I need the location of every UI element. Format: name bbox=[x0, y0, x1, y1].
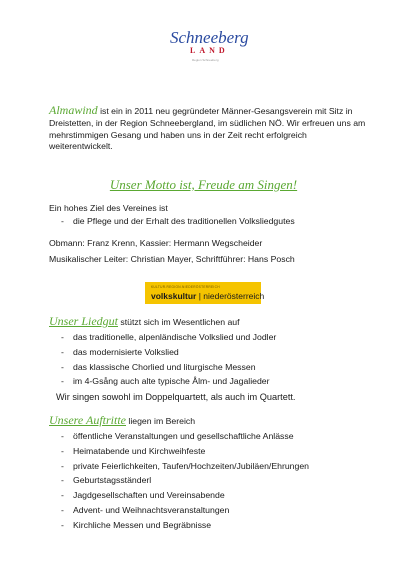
auftritte-list bbox=[49, 429, 309, 533]
banner-bold: volkskultur bbox=[151, 291, 197, 301]
list-item: - das modernisierte Volkslied bbox=[49, 345, 276, 360]
liedgut-heading bbox=[49, 314, 240, 329]
liedgut-text: stützt sich im Wesentlichen auf bbox=[118, 317, 240, 327]
logo-tagline: Region Schneeberg bbox=[192, 58, 219, 62]
officers-line-1: Obmann: Franz Krenn, Kassier: Hermann Wegscheider bbox=[49, 238, 263, 248]
list-item: - das traditionelle, alpenländische Volkslied und Jodler bbox=[49, 330, 276, 345]
liedgut-lead: Unser Liedgut bbox=[49, 314, 118, 328]
intro-paragraph bbox=[49, 105, 369, 153]
list-item: - Jagdgesellschaften und Vereinsabende bbox=[49, 488, 309, 503]
officers-line-2: Musikalischer Leiter: Christian Mayer, Schriftführer: Hans Posch bbox=[49, 254, 295, 264]
list-item: - öffentliche Veranstaltungen und gesellschaftliche Anlässe bbox=[49, 429, 309, 444]
banner-small-text: KULTUR.REGION.NIEDERÖSTERREICH bbox=[151, 285, 220, 289]
auftritte-heading bbox=[49, 413, 195, 428]
goal-list bbox=[49, 214, 295, 229]
banner-main-text bbox=[151, 291, 264, 301]
list-item: - das klassische Chorlied und liturgische Messen bbox=[49, 360, 276, 375]
banner-rest: | niederösterreich bbox=[196, 291, 265, 301]
list-item: - Kirchliche Messen und Begräbnisse bbox=[49, 518, 309, 533]
liedgut-list bbox=[49, 330, 276, 389]
intro-text: ist ein in 2011 neu gegründeter Männer-Gesangsverein mit Sitz in Dreistetten, in der Region Schneebergland, im südlichen NÖ. Wir erfreuen uns am mehrstimmigen Gesang und haben uns in der Zeit recht erfolgreich weiterentwickelt. bbox=[49, 106, 366, 152]
logo-wordmark: Schneeberg bbox=[170, 28, 249, 47]
list-item: - Heimatabende und Kirchweihfeste bbox=[49, 444, 309, 459]
goal-heading: Ein hohes Ziel des Vereines ist bbox=[49, 203, 168, 213]
list-item: - im 4-Gsång auch alte typische Ålm- und Jagalieder bbox=[49, 374, 276, 389]
singing-note: Wir singen sowohl im Doppelquartett, als auch im Quartett. bbox=[56, 392, 296, 402]
motto-heading: Unser Motto ist, Freude am Singen! bbox=[109, 177, 298, 192]
list-item: - die Pflege und der Erhalt des traditionellen Volksliedgutes bbox=[49, 214, 295, 229]
logo-subword: LAND bbox=[190, 46, 229, 55]
list-item: - private Feierlichkeiten, Taufen/Hochzeiten/Jubiläen/Ehrungen bbox=[49, 459, 309, 474]
intro-lead: Almawind bbox=[49, 103, 98, 117]
list-item: - Advent- und Weihnachtsveranstaltungen bbox=[49, 503, 309, 518]
auftritte-lead: Unsere Auftritte bbox=[49, 413, 126, 427]
list-item: - Geburtstagsständerl bbox=[49, 473, 309, 488]
schneebergland-logo bbox=[170, 28, 249, 72]
volkskultur-banner bbox=[145, 282, 265, 304]
auftritte-text: liegen im Bereich bbox=[126, 416, 196, 426]
